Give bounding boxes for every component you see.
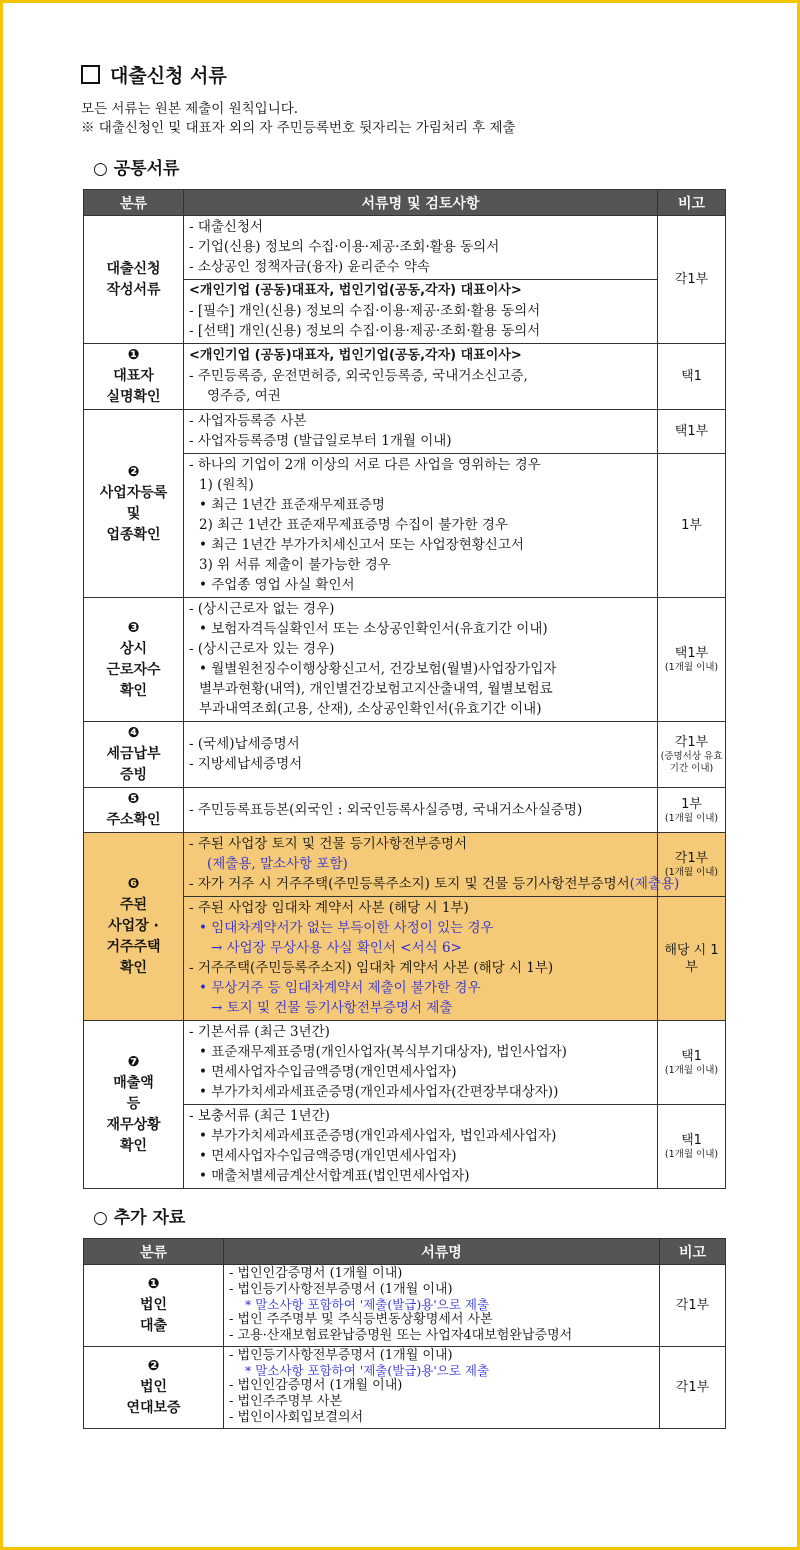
document-line xyxy=(229,1364,655,1378)
document-text: - (상시근로자 있는 경우) xyxy=(189,641,335,657)
note-sub: (증명서상 유효기간 이내) xyxy=(660,751,723,774)
title-text: 대출신청 서류 xyxy=(110,65,227,87)
category-label: 재무상황 xyxy=(106,1117,161,1133)
category-label: 주된 xyxy=(119,897,148,913)
document-line xyxy=(189,257,653,277)
document-text: • 주업종 영업 사실 확인서 xyxy=(199,577,355,593)
document-line xyxy=(189,834,653,854)
document-text: - 기업(신용) 정보의 수집·이용·제공·조회·활용 동의서 xyxy=(189,239,500,255)
checkbox-square-icon xyxy=(81,65,100,84)
document-line xyxy=(189,699,653,719)
document-line xyxy=(189,555,653,575)
document-line xyxy=(189,938,653,958)
document-text: - 고용·산재보험료완납증명원 또는 사업자4대보험완납증명서 xyxy=(229,1328,573,1343)
category-cell xyxy=(84,722,184,788)
document-line xyxy=(189,854,653,874)
document-text: - 거주주택(주민등록주소지) 임대차 계약서 사본 (해당 시 1부) xyxy=(189,960,554,976)
header-documents: 서류명 및 검토사항 xyxy=(184,190,658,216)
note-main: 각1부 xyxy=(674,735,709,750)
category-label: ❺ xyxy=(127,791,140,807)
additional-documents-table xyxy=(83,1238,726,1429)
note-main: 각1부 xyxy=(674,851,709,866)
category-label: 실명확인 xyxy=(106,389,161,405)
documents-cell xyxy=(184,454,658,598)
document-line xyxy=(189,455,653,475)
note-sub: (1개월 이내) xyxy=(664,812,719,824)
documents-cell xyxy=(184,344,658,410)
documents-cell xyxy=(184,788,658,833)
category-label: ❷ xyxy=(127,463,140,480)
table-row xyxy=(84,788,726,833)
document-line xyxy=(229,1378,655,1394)
document-text: • 최근 1년간 표준재무제표증명 xyxy=(199,497,385,513)
category-label: 작성서류 xyxy=(106,281,161,298)
section-heading-additional: ○ 추가 자료 xyxy=(93,1208,186,1228)
document-line xyxy=(189,1022,653,1042)
document-text: - 지방세납세증명서 xyxy=(189,756,303,772)
table-row xyxy=(84,1021,726,1105)
note-cell xyxy=(658,1021,726,1105)
category-label: 거주주택 xyxy=(106,939,161,955)
document-line xyxy=(229,1348,655,1364)
category-label: ❹ xyxy=(127,725,140,741)
note-sub: (1개월 이내) xyxy=(664,867,719,878)
document-line xyxy=(189,734,653,754)
note-cell xyxy=(658,722,726,788)
documents-cell xyxy=(184,1105,658,1189)
category-label: ❸ xyxy=(127,619,140,636)
document-text: * 말소사항 포함하여 '제출(발급)용'으로 제출 xyxy=(245,1363,490,1378)
documents-cell xyxy=(184,833,680,897)
document-text: 2) 최근 1년간 표준재무제표증명 수집이 불가한 경우 xyxy=(199,517,509,533)
document-text: - 자가 거주 시 거주주택(주민등록주소지) 토지 및 건물 등기사항전부증명서 xyxy=(189,876,630,892)
category-label: ❶ xyxy=(147,1276,160,1292)
category-label: 법인 xyxy=(139,1379,168,1395)
category-label: 세금납부 xyxy=(106,746,161,762)
note-main: 해당 시 1부 xyxy=(664,942,719,975)
document-text: - 법인인감증명서 (1개월 이내) xyxy=(229,1266,403,1281)
document-line xyxy=(189,1166,653,1186)
note-cell xyxy=(660,1265,726,1347)
note-cell xyxy=(658,454,726,598)
category-label: ❶ xyxy=(127,347,140,363)
document-line xyxy=(189,321,653,341)
document-text: → 사업장 무상사용 사실 확인서 <서식 6> xyxy=(211,940,462,956)
note-main: 택1 xyxy=(681,1133,702,1148)
document-line xyxy=(189,639,653,659)
category-label: 상시 xyxy=(119,640,148,657)
document-text: <개인기업 (공동)대표자, 법인기업(공동,각자) 대표이사> xyxy=(189,283,522,298)
document-text: - (상시근로자 없는 경우) xyxy=(189,601,335,617)
document-line xyxy=(189,659,653,679)
note-main: 1부 xyxy=(681,796,702,812)
table-row xyxy=(84,722,726,788)
document-text: - 보충서류 (최근 1년간) xyxy=(189,1108,330,1124)
document-line xyxy=(189,1126,653,1146)
document-text: • 부가가치세과세표준증명(개인과세사업자, 법인과세사업자) xyxy=(199,1128,557,1144)
category-label: ❻ xyxy=(127,876,140,892)
documents-cell xyxy=(184,1021,658,1105)
document-line xyxy=(189,281,653,301)
document-line xyxy=(189,346,653,366)
document-text: • 표준재무제표증명(개인사업자(복식부기대상자), 법인사업자) xyxy=(199,1044,567,1060)
document-line xyxy=(189,998,653,1018)
category-label: 매출액 xyxy=(113,1075,154,1091)
note-main: 각1부 xyxy=(675,1298,710,1313)
category-cell xyxy=(84,1021,184,1189)
note-cell xyxy=(658,598,726,722)
document-text: - 주된 사업장 임대차 계약서 사본 (해당 시 1부) xyxy=(189,900,469,916)
note-main: 택1부 xyxy=(674,646,709,661)
note-sub: (1개월 이내) xyxy=(664,1065,719,1076)
document-text: • 월별원천징수이행상황신고서, 건강보험(월별)사업장가입자 xyxy=(199,661,557,677)
document-line xyxy=(189,237,653,257)
note-main: 1부 xyxy=(681,518,702,533)
documents-cell xyxy=(224,1347,660,1429)
document-text: 1) (원칙) xyxy=(199,477,254,493)
header-category: 분류 xyxy=(84,1239,224,1265)
table-row xyxy=(84,833,726,897)
note-sub: (1개월 이내) xyxy=(664,662,719,673)
table-row xyxy=(84,344,726,410)
document-line xyxy=(189,1082,653,1102)
header-note: 비고 xyxy=(660,1239,726,1265)
category-cell xyxy=(84,410,184,598)
document-text: • 매출처별세금계산서합계표(법인면세사업자) xyxy=(199,1168,470,1184)
document-text: - [선택] 개인(신용) 정보의 수집·이용·제공·조회·활용 동의서 xyxy=(189,323,541,339)
document-text: • 임대차계약서가 없는 부득이한 사정이 있는 경우 xyxy=(199,920,494,936)
category-cell xyxy=(84,598,184,722)
document-text: → 토지 및 건물 등기사항전부증명서 제출 xyxy=(211,1000,453,1016)
document-text: - 주된 사업장 토지 및 건물 등기사항전부증명서 xyxy=(189,836,468,852)
document-line xyxy=(189,874,680,894)
document-line xyxy=(189,918,653,938)
document-text: - 법인주주명부 사본 xyxy=(229,1394,343,1409)
document-text: * 말소사항 포함하여 '제출(발급)용'으로 제출 xyxy=(245,1297,490,1312)
document-line xyxy=(189,575,653,595)
category-label: 확인 xyxy=(119,1138,148,1154)
document-text-highlight: (제출용) xyxy=(629,876,680,892)
table-row xyxy=(84,1265,726,1347)
document-text: • 부가가치세과세표준증명(개인과세사업자(간편장부대상자)) xyxy=(199,1084,559,1100)
note-main: 택1부 xyxy=(674,424,709,439)
category-label: 증빙 xyxy=(119,767,148,783)
document-line xyxy=(189,411,653,431)
category-label: ❼ xyxy=(127,1054,140,1070)
category-label: 주소확인 xyxy=(106,812,161,828)
note-main: 택1 xyxy=(681,369,702,384)
document-line xyxy=(189,386,653,406)
document-line xyxy=(189,431,653,451)
header-category: 분류 xyxy=(84,190,184,216)
document-text: - 소상공인 정책자금(융자) 윤리준수 약속 xyxy=(189,259,430,275)
table-row xyxy=(84,410,726,454)
category-label: 대출신청 xyxy=(106,260,161,277)
category-cell xyxy=(84,216,184,344)
documents-cell xyxy=(184,410,658,454)
document-text: - 법인등기사항전부증명서 (1개월 이내) xyxy=(229,1348,453,1363)
category-label: 확인 xyxy=(119,682,148,699)
category-label: 및 xyxy=(126,505,141,522)
document-text: (제출용, 말소사항 포함) xyxy=(207,856,348,872)
category-label: 사업장 · xyxy=(108,918,159,934)
document-line xyxy=(189,1146,653,1166)
document-line xyxy=(189,599,653,619)
note-cell xyxy=(658,897,726,1021)
document-line xyxy=(189,754,653,774)
category-label: 연대보증 xyxy=(126,1400,181,1416)
document-text: - 사업자등록증명 (발급일로부터 1개월 이내) xyxy=(189,433,452,449)
document-line xyxy=(229,1282,655,1298)
document-line xyxy=(189,515,653,535)
document-line xyxy=(189,475,653,495)
document-text: 부과내역조회(고용, 산재), 소상공인확인서(유효기간 이내) xyxy=(199,701,542,717)
category-cell xyxy=(84,833,184,1021)
documents-cell xyxy=(184,722,658,788)
header-documents: 서류명 xyxy=(224,1239,660,1265)
document-line xyxy=(189,495,653,515)
document-text: - [필수] 개인(신용) 정보의 수집·이용·제공·조회·활용 동의서 xyxy=(189,303,541,319)
document-text: • 면세사업자수입금액증명(개인면세사업자) xyxy=(199,1148,457,1164)
category-label: 대표자 xyxy=(113,368,154,384)
note-cell xyxy=(660,1347,726,1429)
category-cell xyxy=(84,1265,224,1347)
document-line xyxy=(189,366,653,386)
category-label: 대출 xyxy=(139,1318,168,1334)
document-text: • 최근 1년간 부가가치세신고서 또는 사업장현황신고서 xyxy=(199,537,524,553)
document-text: 영주증, 여권 xyxy=(207,388,281,404)
document-line xyxy=(229,1328,655,1344)
document-text: - 대출신청서 xyxy=(189,219,264,235)
intro-line: 모든 서류는 원본 제출이 원칙입니다. xyxy=(81,101,299,117)
category-cell xyxy=(84,788,184,833)
document-line xyxy=(229,1312,655,1328)
document-line xyxy=(189,978,653,998)
note-cell xyxy=(658,216,726,344)
document-line xyxy=(189,535,653,555)
document-text: - 주민등록표등본(외국인 : 외국인등록사실증명, 국내거소사실증명) xyxy=(189,801,583,818)
note-main: 각1부 xyxy=(674,272,709,287)
document-text: - 사업자등록증 사본 xyxy=(189,413,307,429)
note-sub: (1개월 이내) xyxy=(664,1149,719,1160)
document-text: 별부과현황(내역), 개인별건강보험고지산출내역, 월별보험료 xyxy=(199,681,553,697)
document-line xyxy=(189,619,653,639)
documents-cell xyxy=(184,598,658,722)
document-line xyxy=(189,301,653,321)
document xyxy=(81,61,725,1429)
documents-cell xyxy=(184,216,658,280)
table-row xyxy=(84,1347,726,1429)
document-line xyxy=(189,898,653,918)
note-main: 택1 xyxy=(681,1049,702,1064)
document-text: - 법인이사회입보결의서 xyxy=(229,1410,364,1425)
header-note: 비고 xyxy=(658,190,726,216)
note-cell xyxy=(658,788,726,833)
intro-text xyxy=(81,100,725,138)
table-row xyxy=(84,598,726,722)
document-line xyxy=(189,217,653,237)
document-line xyxy=(189,958,653,978)
document-line xyxy=(189,1062,653,1082)
document-text: - 법인등기사항전부증명서 (1개월 이내) xyxy=(229,1282,453,1297)
note-cell xyxy=(658,344,726,410)
category-label: 확인 xyxy=(119,960,148,976)
document-text: - 하나의 기업이 2개 이상의 서로 다른 사업을 영위하는 경우 xyxy=(189,457,541,473)
document-line xyxy=(229,1298,655,1312)
document-text: - (국세)납세증명서 xyxy=(189,736,300,752)
document-text: - 법인인감증명서 (1개월 이내) xyxy=(229,1378,403,1393)
section-heading-common: ○ 공통서류 xyxy=(93,159,180,179)
document-text: - 주민등록증, 운전면허증, 외국인등록증, 국내거소신고증, xyxy=(189,368,528,384)
document-line xyxy=(189,1042,653,1062)
category-label: 근로자수 xyxy=(106,661,161,678)
note-cell xyxy=(658,410,726,454)
document-line xyxy=(189,800,653,820)
note-main: 각1부 xyxy=(675,1380,710,1395)
document-text: • 보험자격득실확인서 또는 소상공인확인서(유효기간 이내) xyxy=(199,621,548,637)
document-text: - 법인 주주명부 및 주식등변동상황명세서 사본 xyxy=(229,1312,493,1327)
document-line xyxy=(229,1410,655,1426)
document-text: <개인기업 (공동)대표자, 법인기업(공동,각자) 대표이사> xyxy=(189,348,522,363)
category-label: 사업자등록 xyxy=(99,484,168,501)
document-line xyxy=(189,1106,653,1126)
document-text: • 무상거주 등 임대차계약서 제출이 불가한 경우 xyxy=(199,980,481,996)
category-label: ❷ xyxy=(147,1358,160,1374)
document-text: • 면세사업자수입금액증명(개인면세사업자) xyxy=(199,1064,457,1080)
category-cell xyxy=(84,1347,224,1429)
category-label: 등 xyxy=(126,1096,141,1112)
category-label: 업종확인 xyxy=(106,526,161,543)
document-line xyxy=(189,679,653,699)
common-documents-table xyxy=(83,189,726,1189)
category-label: 법인 xyxy=(139,1297,168,1313)
document-text: - 기본서류 (최근 3년간) xyxy=(189,1024,330,1040)
category-cell xyxy=(84,344,184,410)
document-title xyxy=(81,61,725,88)
table-row xyxy=(84,216,726,280)
note-cell xyxy=(658,1105,726,1189)
document-text: 3) 위 서류 제출이 불가능한 경우 xyxy=(199,557,391,573)
document-line xyxy=(229,1266,655,1282)
document-line xyxy=(229,1394,655,1410)
documents-cell xyxy=(184,897,658,1021)
documents-cell xyxy=(184,280,658,344)
intro-note: ※ 대출신청인 및 대표자 외의 자 주민등록번호 뒷자리는 가림처리 후 제출 xyxy=(81,120,516,136)
documents-cell xyxy=(224,1265,660,1347)
